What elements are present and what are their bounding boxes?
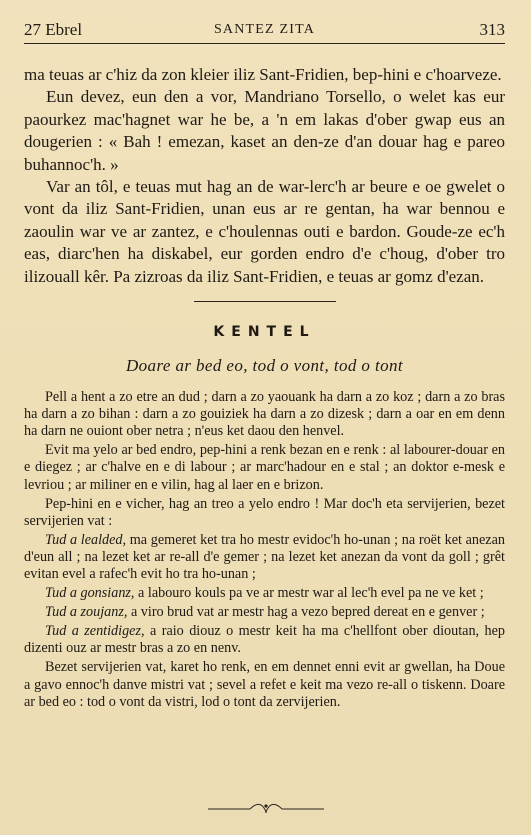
lesson-paragraph-1: Pell a hent a zo etre an dud ; darn a zo yaouank ha darn a zo koz ; darn a zo bras ha darn a zo bihan : darn a zo gouiziek ha darn a zo dizesk ; darn a oar en em denn ha darn ne ouiont ober netra ; n'eus ket daou den henvel. xyxy=(24,389,505,440)
lesson-text xyxy=(24,389,505,711)
page-number: 313 xyxy=(479,20,505,39)
paragraph-3: Var an tôl, e teuas mut hag an de war-lerc'h ar beure e oe gwelet o vont da iliz Sant-Fridien, unan eus ar re gentan, ha war bennou e zaoulin war ve ar zantez, e c'houlennas outi e bardon. Goude-ze ec'h eas, diarc'hen ha diskabel, eur gorden endro d'e c'houg, d'ober tro ilizouall kêr. Pa zizroas da iliz Sant-Fridien, e teuas ar gomz d'ezan. xyxy=(24,177,505,286)
lesson-7-text: a raio diouz o mestr keit ha ma c'hellfont ober dioutan, hep dizenti ouz ar mestr bras a zo en nenv. xyxy=(24,623,505,657)
paragraph-2: Eun devez, eun den a vor, Mandriano Torsello, o welet kas eur paourkez mac'hagnet war he be, a 'n em lakas d'ober gwap eus an dougerien : « Bah ! emezan, kaset an den-ze d'an douar hag e pareo buhannoc'h. » xyxy=(24,87,505,174)
header-title: SANTEZ ZITA xyxy=(213,22,316,37)
lesson-5-label: Tud a gonsianz, xyxy=(45,585,135,602)
section-divider xyxy=(194,301,336,302)
running-header xyxy=(24,0,505,44)
lesson-6-label: Tud a zoujanz, xyxy=(45,604,128,621)
lesson-paragraph-2: Evit ma yelo ar bed endro, pep-hini a renk bezan en e renk : al labourer-douar en e diegez ; ar c'halve en e di labour ; ar marc'hadour en e stal ; an doktor e-mesk e levriou ; ar miliner en e vilin, hag al laer en e brizon. xyxy=(24,442,505,493)
header-date: 27 Ebrel xyxy=(24,20,83,39)
lesson-paragraph-7 xyxy=(24,623,505,657)
lesson-paragraph-3: Pep-hini en e vicher, hag an treo a yelo endro ! Mar doc'h eta servijerien, bezet servijerien vat : xyxy=(24,495,505,529)
lesson-4-label: Tud a lealded, xyxy=(45,531,127,548)
lesson-paragraph-8: Bezet servijerien vat, karet ho renk, en em dennet enni evit ar gwellan, ha Doue a gavo ennoc'h danve mistri vat ; sevel a refet e keit ma vezo re-all o tiskenn. Doare ar bed eo : tod o vont da vistri, lod o tont da zervijerien. xyxy=(24,659,505,710)
lesson-paragraph-6 xyxy=(24,604,505,621)
lesson-paragraph-4 xyxy=(24,532,505,583)
header-rule xyxy=(24,43,505,44)
lesson-6-text: a viro brud vat ar mestr hag a vezo bepred dereat en e genver ; xyxy=(130,604,485,621)
lesson-5-text: a labouro kouls pa ve ar mestr war al lec'h evel pa ne ve ket ; xyxy=(138,585,484,602)
main-text xyxy=(24,64,505,288)
lesson-7-label: Tud a zentidigez, xyxy=(45,623,145,640)
lesson-paragraph-5 xyxy=(24,585,505,602)
section-subtitle: Doare ar bed eo, tod o vont, tod o tont xyxy=(125,356,404,376)
paragraph-1: ma teuas ar c'hiz da zon kleier iliz Sant-Fridien, bep-hini e c'hoarveze. xyxy=(24,65,502,84)
tailpiece-ornament-icon xyxy=(206,802,326,816)
section-title-kentel: KENTEL xyxy=(213,324,316,341)
lesson-4-text: ma gemeret ket tra ho mestr evidoc'h ho-unan ; na roët ket anezan d'eun all ; na lezet ket ar re-all d'e gemer ; na lezet ket anezan da vont da goll ; grêt evitan evel a rafec'h evit ho tra ho-unan ; xyxy=(24,531,505,582)
